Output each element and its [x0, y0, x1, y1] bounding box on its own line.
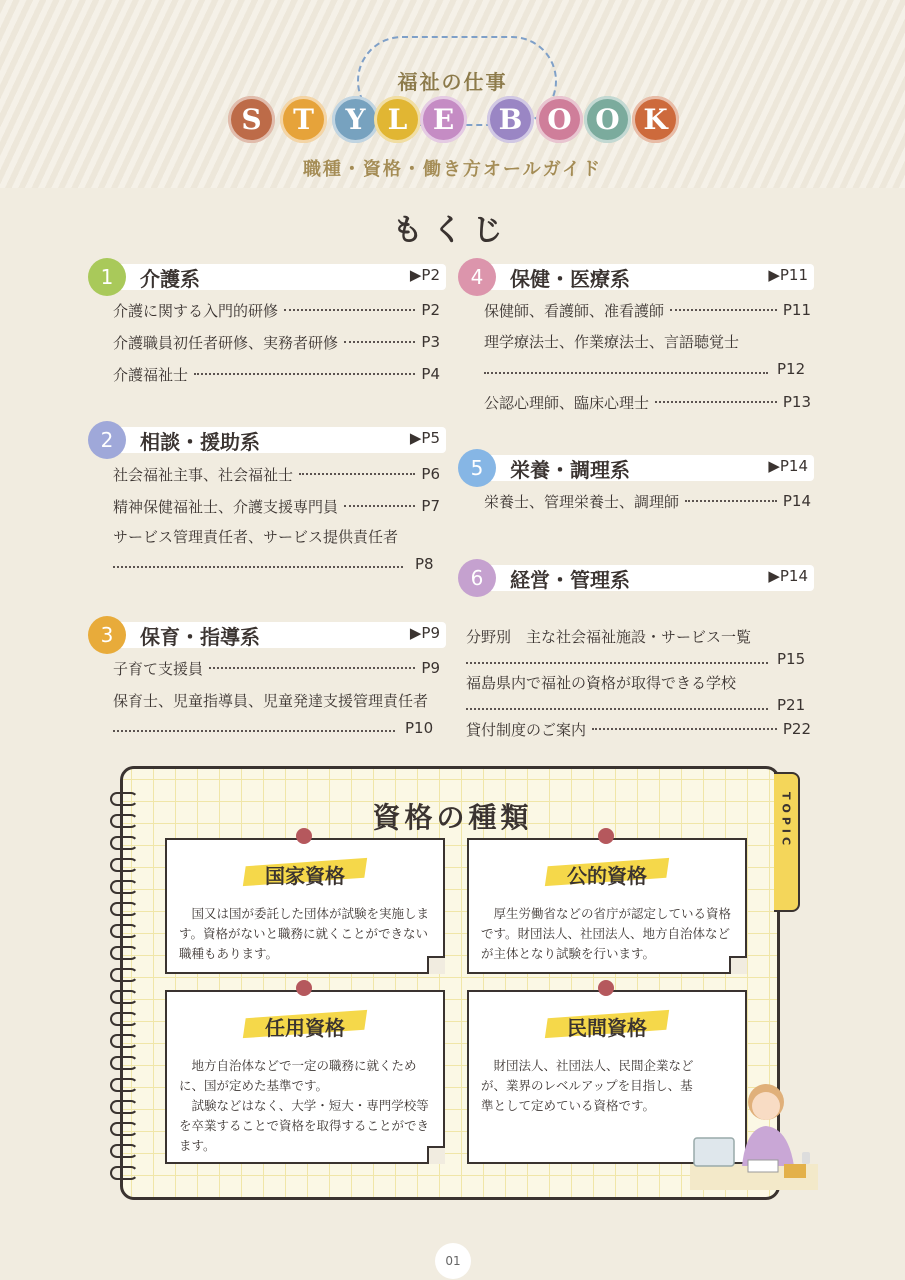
logo-letter-e: E: [420, 96, 467, 143]
leader-dots: [113, 730, 395, 732]
card-title: 任用資格: [265, 1016, 345, 1040]
pin-icon: [296, 828, 312, 844]
entry-label: 公認心理師、臨床心理士: [484, 393, 650, 412]
category-page: ▶P14: [768, 457, 808, 475]
category-hoiku[interactable]: [88, 616, 446, 652]
card-title: 公的資格: [567, 864, 647, 888]
category-hoken[interactable]: [458, 258, 814, 294]
card-ninyou: [165, 990, 445, 1164]
entry-label[interactable]: 理学療法士、作業療法士、言語聴覚士: [484, 333, 740, 351]
ring: [110, 924, 138, 938]
card-text: 財団法人、社団法人、民間企業などが、業界のレベルアップを目指し、基準として定めている資格です。: [481, 1058, 694, 1113]
ring: [110, 990, 138, 1004]
card-text-paragraph: 地方自治体などで一定の職務に就くために、国が定めた基準です。: [179, 1058, 417, 1093]
logo-letter-t: T: [280, 96, 327, 143]
card-text: 国又は国が委託した団体が試験を実施します。資格がないと職務に就くことができない職種もあります。: [179, 906, 430, 961]
ring: [110, 1034, 138, 1048]
entry-page: P6: [421, 465, 440, 483]
entry-page: P11: [782, 301, 811, 319]
category-title: 栄養・調理系: [510, 458, 630, 482]
ring: [110, 946, 138, 960]
toc-entry[interactable]: [113, 299, 440, 321]
ring: [110, 858, 138, 872]
leader-dots: [484, 372, 768, 374]
toc-entry[interactable]: [484, 391, 811, 413]
pin-icon: [598, 828, 614, 844]
entry-page: P15: [777, 650, 806, 668]
category-page: ▶P14: [768, 567, 808, 585]
card-kouteki: [467, 838, 747, 974]
logo-letter-b: B: [487, 96, 534, 143]
ring: [110, 1166, 138, 1180]
category-number: 1: [88, 258, 126, 296]
entry-label: 介護職員初任者研修、実務者研修: [113, 333, 339, 352]
category-number: 6: [458, 559, 496, 597]
card-text: 厚生労働省などの省庁が認定している資格です。財団法人、社団法人、地方自治体などが主体となり試験を行います。: [481, 906, 732, 961]
category-page: ▶P11: [768, 266, 808, 284]
tagline: 職種・資格・働き方オールガイド: [302, 159, 603, 180]
toc-entry[interactable]: [466, 718, 811, 740]
logo-letter-o2: O: [584, 96, 631, 143]
entry-label: 精神保健福祉士、介護支援専門員: [113, 497, 339, 516]
woman-at-desk-illustration: [690, 1080, 818, 1190]
toc-entry[interactable]: [113, 495, 440, 517]
entry-label[interactable]: 福島県内で福祉の資格が取得できる学校: [466, 674, 737, 692]
pin-icon: [598, 980, 614, 996]
card-text-paragraph: 試験などはなく、大学・短大・専門学校等を卒業することで資格を取得することができます。: [179, 1098, 430, 1153]
logo-letter-s: S: [228, 96, 275, 143]
entry-page: P21: [777, 696, 806, 714]
leader-dots: [466, 708, 768, 710]
entry-page: P10: [405, 719, 434, 737]
category-eiyou[interactable]: [458, 449, 814, 485]
leader-dots: [466, 662, 768, 664]
entry-label: 貸付制度のご案内: [466, 720, 587, 739]
category-title: 介護系: [140, 267, 200, 291]
entry-page: P7: [421, 497, 440, 515]
topic-tab-text: TOPIC: [779, 792, 793, 850]
category-title: 経営・管理系: [510, 568, 630, 592]
entry-page: P3: [421, 333, 440, 351]
category-page: ▶P2: [409, 266, 440, 284]
ring: [110, 836, 138, 850]
logo-letter-k: K: [632, 96, 679, 143]
topic-title: 資格の種類: [372, 801, 533, 834]
page-fold: [427, 1146, 445, 1164]
leader-dots: [209, 667, 415, 669]
toc-entry[interactable]: [113, 657, 440, 679]
leader-dots: [670, 309, 777, 311]
category-title: 相談・援助系: [140, 430, 260, 454]
toc-title: もくじ: [392, 213, 513, 248]
entry-label: 保健師、看護師、准看護師: [484, 301, 665, 320]
entry-page: P2: [421, 301, 440, 319]
pin-icon: [296, 980, 312, 996]
card-title: 民間資格: [567, 1016, 647, 1040]
page-fold: [427, 956, 445, 974]
leader-dots: [592, 728, 777, 730]
category-page: ▶P9: [409, 624, 440, 642]
entry-page: P9: [421, 659, 440, 677]
entry-label: 介護福祉士: [113, 365, 189, 384]
entry-page: P4: [421, 365, 440, 383]
category-title: 保健・医療系: [510, 267, 630, 291]
toc-entry[interactable]: [113, 331, 440, 353]
ring: [110, 1078, 138, 1092]
category-number: 4: [458, 258, 496, 296]
ring: [110, 1012, 138, 1026]
leader-dots: [344, 341, 415, 343]
entry-label: 介護に関する入門的研修: [113, 301, 279, 320]
entry-label: 子育て支援員: [113, 659, 204, 678]
logo-letter-l: L: [374, 96, 421, 143]
leader-dots: [194, 373, 415, 375]
book-subtitle: 福祉の仕事: [397, 70, 508, 94]
page-number: 01: [435, 1243, 471, 1279]
entry-page: P12: [777, 360, 806, 378]
toc-entry[interactable]: [113, 463, 440, 485]
entry-page: P22: [782, 720, 811, 738]
entry-page: P8: [415, 555, 434, 573]
leader-dots: [655, 401, 777, 403]
toc-entry[interactable]: [484, 299, 811, 321]
page-fold: [729, 956, 747, 974]
entry-page: P13: [782, 393, 811, 411]
category-kaigo[interactable]: [88, 258, 446, 294]
entry-label: 社会福祉主事、社会福祉士: [113, 465, 294, 484]
card-text: [179, 1056, 431, 1156]
category-number: 3: [88, 616, 126, 654]
entry-label[interactable]: 分野別 主な社会福祉施設・サービス一覧: [466, 628, 752, 646]
category-title: 保育・指導系: [140, 625, 260, 649]
category-soudan[interactable]: [88, 421, 446, 457]
ring: [110, 1056, 138, 1070]
ring: [110, 902, 138, 916]
card-title: 国家資格: [265, 864, 345, 888]
toc-entry[interactable]: [484, 490, 811, 512]
leader-dots: [685, 500, 777, 502]
toc-entry[interactable]: [113, 363, 440, 385]
leader-dots: [284, 309, 415, 311]
ring: [110, 1100, 138, 1114]
entry-label: 栄養士、管理栄養士、調理師: [484, 492, 680, 511]
category-page: ▶P5: [409, 429, 440, 447]
ring: [110, 1144, 138, 1158]
category-number: 2: [88, 421, 126, 459]
card-kokka: [165, 838, 445, 974]
entry-page: P14: [782, 492, 811, 510]
category-keiei[interactable]: [458, 559, 814, 595]
leader-dots: [299, 473, 415, 475]
entry-label[interactable]: 保育士、児童指導員、児童発達支援管理責任者: [113, 692, 429, 710]
ring: [110, 1122, 138, 1136]
category-number: 5: [458, 449, 496, 487]
logo-letter-o: O: [536, 96, 583, 143]
entry-label[interactable]: サービス管理責任者、サービス提供責任者: [113, 528, 399, 546]
ring: [110, 968, 138, 982]
ring: [110, 880, 138, 894]
leader-dots: [344, 505, 415, 507]
logo-letter-y: Y: [332, 96, 379, 143]
leader-dots: [113, 566, 403, 568]
